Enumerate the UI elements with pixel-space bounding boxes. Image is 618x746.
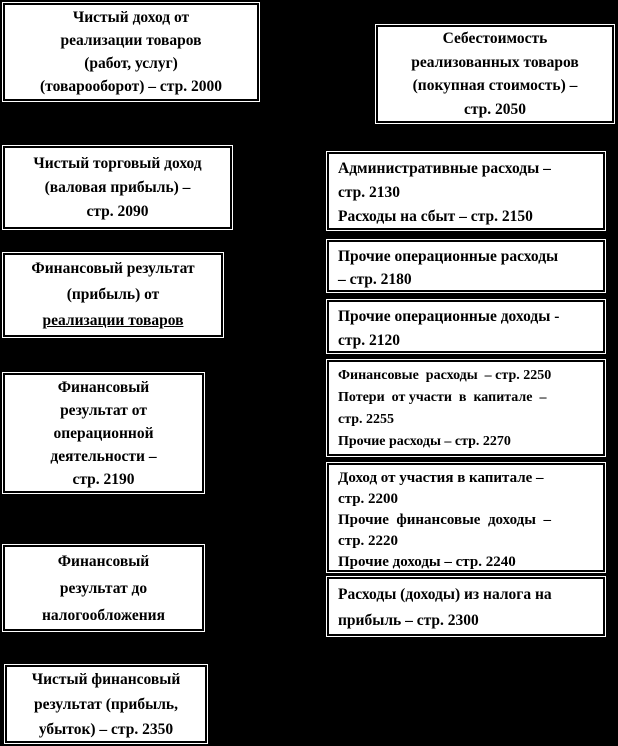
box-financial-income bbox=[327, 463, 605, 572]
box-text-line: деятельности – bbox=[50, 447, 157, 465]
box-text-line: Прочие операционные расходы bbox=[338, 248, 559, 265]
box-text-line: стр. 2200 bbox=[338, 491, 399, 507]
box-text-line: результат до bbox=[59, 579, 148, 597]
box-text-line: Прочие доходы – стр. 2240 bbox=[338, 554, 516, 570]
box-text-line: стр. 2050 bbox=[463, 100, 527, 118]
box-net-financial-result bbox=[5, 665, 207, 743]
box-text-line: Финансовый bbox=[57, 552, 150, 570]
box-other-operating-income bbox=[327, 300, 605, 353]
box-text-line: Себестоимость bbox=[442, 30, 548, 47]
box-text-line: налогообложения bbox=[41, 606, 165, 624]
box-text-line: Прочие расходы – стр. 2270 bbox=[338, 434, 511, 449]
box-text-line: – стр. 2180 bbox=[338, 271, 412, 288]
box-cost-of-goods bbox=[376, 25, 614, 123]
box-text-line: стр. 2120 bbox=[338, 332, 401, 349]
box-text-line: стр. 2130 bbox=[338, 184, 401, 201]
box-text-line: стр. 2255 bbox=[338, 412, 395, 427]
box-text-line: стр. 2190 bbox=[72, 470, 135, 488]
box-income-tax-expense bbox=[327, 577, 605, 636]
box-text-line: Расходы на сбыт – стр. 2150 bbox=[338, 208, 533, 225]
box-text-line: Чистый финансовый bbox=[31, 670, 181, 688]
box-admin-and-selling-expenses bbox=[327, 152, 605, 230]
box-text-line: реализованных товаров bbox=[411, 53, 579, 71]
box-net-revenue bbox=[3, 3, 259, 101]
box-text-line: Прочие финансовые доходы – bbox=[338, 512, 551, 528]
box-text-line: прибыль – стр. 2300 bbox=[338, 612, 479, 629]
box-sales-financial-result bbox=[3, 253, 223, 337]
box-text-line: (прибыль) от bbox=[66, 286, 160, 303]
box-text-line: операционной bbox=[53, 424, 154, 442]
box-operating-financial-result bbox=[3, 373, 204, 493]
box-text-line: Административные расходы – bbox=[338, 160, 551, 177]
box-financial-expenses bbox=[327, 360, 605, 456]
box-other-operating-expenses bbox=[327, 240, 605, 292]
box-text-line: (покупная стоимость) – bbox=[412, 77, 578, 94]
box-text-line: убыток) – стр. 2350 bbox=[38, 720, 174, 738]
box-text-line: реализации товаров bbox=[60, 32, 202, 49]
box-text-line: стр. 2220 bbox=[338, 533, 399, 549]
box-text-line: Чистый торговый доход bbox=[33, 154, 202, 172]
box-text-line: Финансовые расходы – стр. 2250 bbox=[338, 368, 552, 383]
box-text-line: Чистый доход от bbox=[72, 9, 190, 26]
box-text-line: Расходы (доходы) из налога на bbox=[338, 586, 552, 603]
box-text-line: (работ, услуг) bbox=[84, 55, 178, 72]
box-text-line: (валовая прибыль) – bbox=[44, 178, 191, 196]
box-pretax-financial-result bbox=[3, 545, 204, 631]
box-text-line: Финансовый bbox=[57, 378, 150, 396]
box-text-line-underlined: реализации товаров bbox=[42, 312, 184, 329]
box-text-line: Прочие операционные доходы - bbox=[338, 308, 560, 325]
box-text-line: (товарооборот) – стр. 2000 bbox=[40, 78, 222, 95]
box-text-line: Финансовый результат bbox=[31, 260, 195, 277]
box-gross-profit bbox=[3, 146, 232, 229]
box-text-line: стр. 2090 bbox=[86, 202, 149, 220]
box-text-line: Потери от участи в капитале – bbox=[338, 390, 547, 405]
box-text-line: результат (прибыль, bbox=[34, 695, 178, 713]
box-text-line: Доход от участия в капитале – bbox=[338, 470, 544, 486]
box-text-line: результат от bbox=[60, 401, 147, 419]
